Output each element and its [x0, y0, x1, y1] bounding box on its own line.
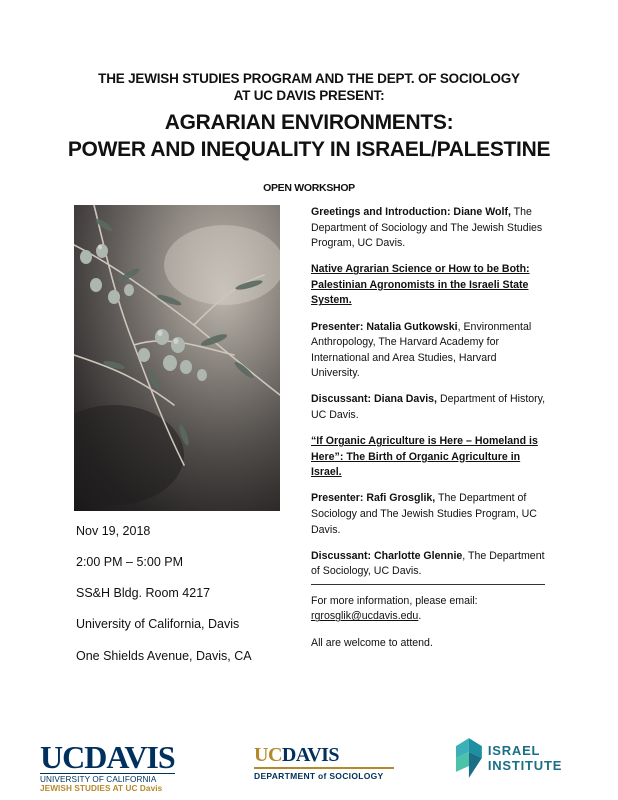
contact-info — [311, 594, 547, 625]
ucdavis-university-line: UNIVERSITY OF CALIFORNIA — [40, 773, 175, 784]
israel-institute-wordmark: ISRAEL INSTITUTE — [487, 743, 563, 773]
greetings-label: Greetings and Introduction: Diane Wolf, — [311, 206, 511, 218]
israel-institute-logo — [456, 738, 618, 778]
sociology-wordmark-davis: DAVIS — [281, 744, 340, 766]
sociology-wordmark-uc: UC — [254, 744, 282, 766]
sociology-logo-bar — [254, 767, 394, 769]
olive-branch-illustration — [74, 205, 280, 511]
presenters-line-2: AT UC DAVIS PRESENT: — [233, 88, 385, 103]
presenting-organizations — [0, 70, 618, 104]
event-time: 2:00 PM – 5:00 PM — [76, 555, 184, 569]
discussant-2-text: , The Department of Sociology, UC Davis. — [311, 549, 545, 578]
discussant-2-label: Discussant: Charlotte Glennie — [311, 549, 463, 562]
presenters-line-1: THE JEWISH STUDIES PROGRAM AND THE DEPT. OF SOCIOLOGY — [98, 71, 520, 86]
flyer-header — [0, 70, 618, 163]
presenter-1-entry — [311, 320, 547, 382]
sociology-department-line: DEPARTMENT of SOCIOLOGY — [254, 771, 384, 781]
talk-2-title: “If Organic Agriculture is Here – Homeland is Here”: The Birth of Organic Agriculture in Israel. — [311, 435, 538, 479]
event-title-line-1: AGRARIAN ENVIRONMENTS: — [164, 111, 454, 134]
presenter-2-entry — [311, 491, 547, 538]
talk-1-title: Native Agrarian Science or How to be Both: Palestinian Agronomists in the Israeli State System. — [311, 263, 530, 307]
discussant-1-label: Discussant: Diana Davis, — [311, 393, 437, 406]
presenter-1-text: , Environmental Anthropology, The Harvard Academy for International and Area Studies, Harvard University. — [311, 320, 532, 380]
ucdavis-jewish-studies-logo — [40, 739, 175, 793]
presenter-2-text: The Department of Sociology and The Jewish Studies Program, UC Davis. — [311, 492, 537, 536]
ucdavis-jewish-studies-line: JEWISH STUDIES AT UC Davis — [40, 784, 163, 793]
divider — [311, 584, 545, 585]
ucdavis-wordmark: UCDAVIS — [40, 739, 175, 775]
event-title-line-2: POWER AND INEQUALITY IN ISRAEL/PALESTINE — [67, 138, 551, 161]
event-address: One Shields Avenue, Davis, CA — [76, 649, 252, 663]
presenter-1-label: Presenter: Natalia Gutkowski — [311, 320, 458, 333]
event-institution: University of California, Davis — [76, 617, 240, 631]
event-date: Nov 19, 2018 — [76, 524, 151, 538]
event-title — [0, 109, 618, 163]
contact-email-link[interactable]: rgrosglik@ucdavis.edu — [311, 610, 419, 623]
event-room: SS&H Bldg. Room 4217 — [76, 586, 211, 600]
greetings-entry — [311, 205, 547, 252]
presenter-2-label: Presenter: Rafi Grosglik, — [311, 492, 436, 505]
ucdavis-sociology-logo — [254, 745, 394, 781]
sociology-wordmark — [254, 745, 394, 765]
contact-text: For more information, please email: — [311, 594, 478, 607]
discussant-1-text: Department of History, UC Davis. — [311, 393, 546, 422]
contact-email-end: . — [418, 610, 422, 623]
welcome-note: All are welcome to attend. — [311, 636, 433, 649]
greetings-text: The Department of Sociology and The Jewish Studies Program, UC Davis. — [311, 206, 543, 250]
workshop-program — [311, 205, 547, 662]
discussant-1-entry — [311, 392, 547, 423]
discussant-2-entry — [311, 549, 547, 580]
israel-institute-icon — [456, 738, 482, 778]
workshop-subtitle: OPEN WORKSHOP — [263, 182, 355, 194]
olive-branch-photo — [74, 205, 280, 511]
